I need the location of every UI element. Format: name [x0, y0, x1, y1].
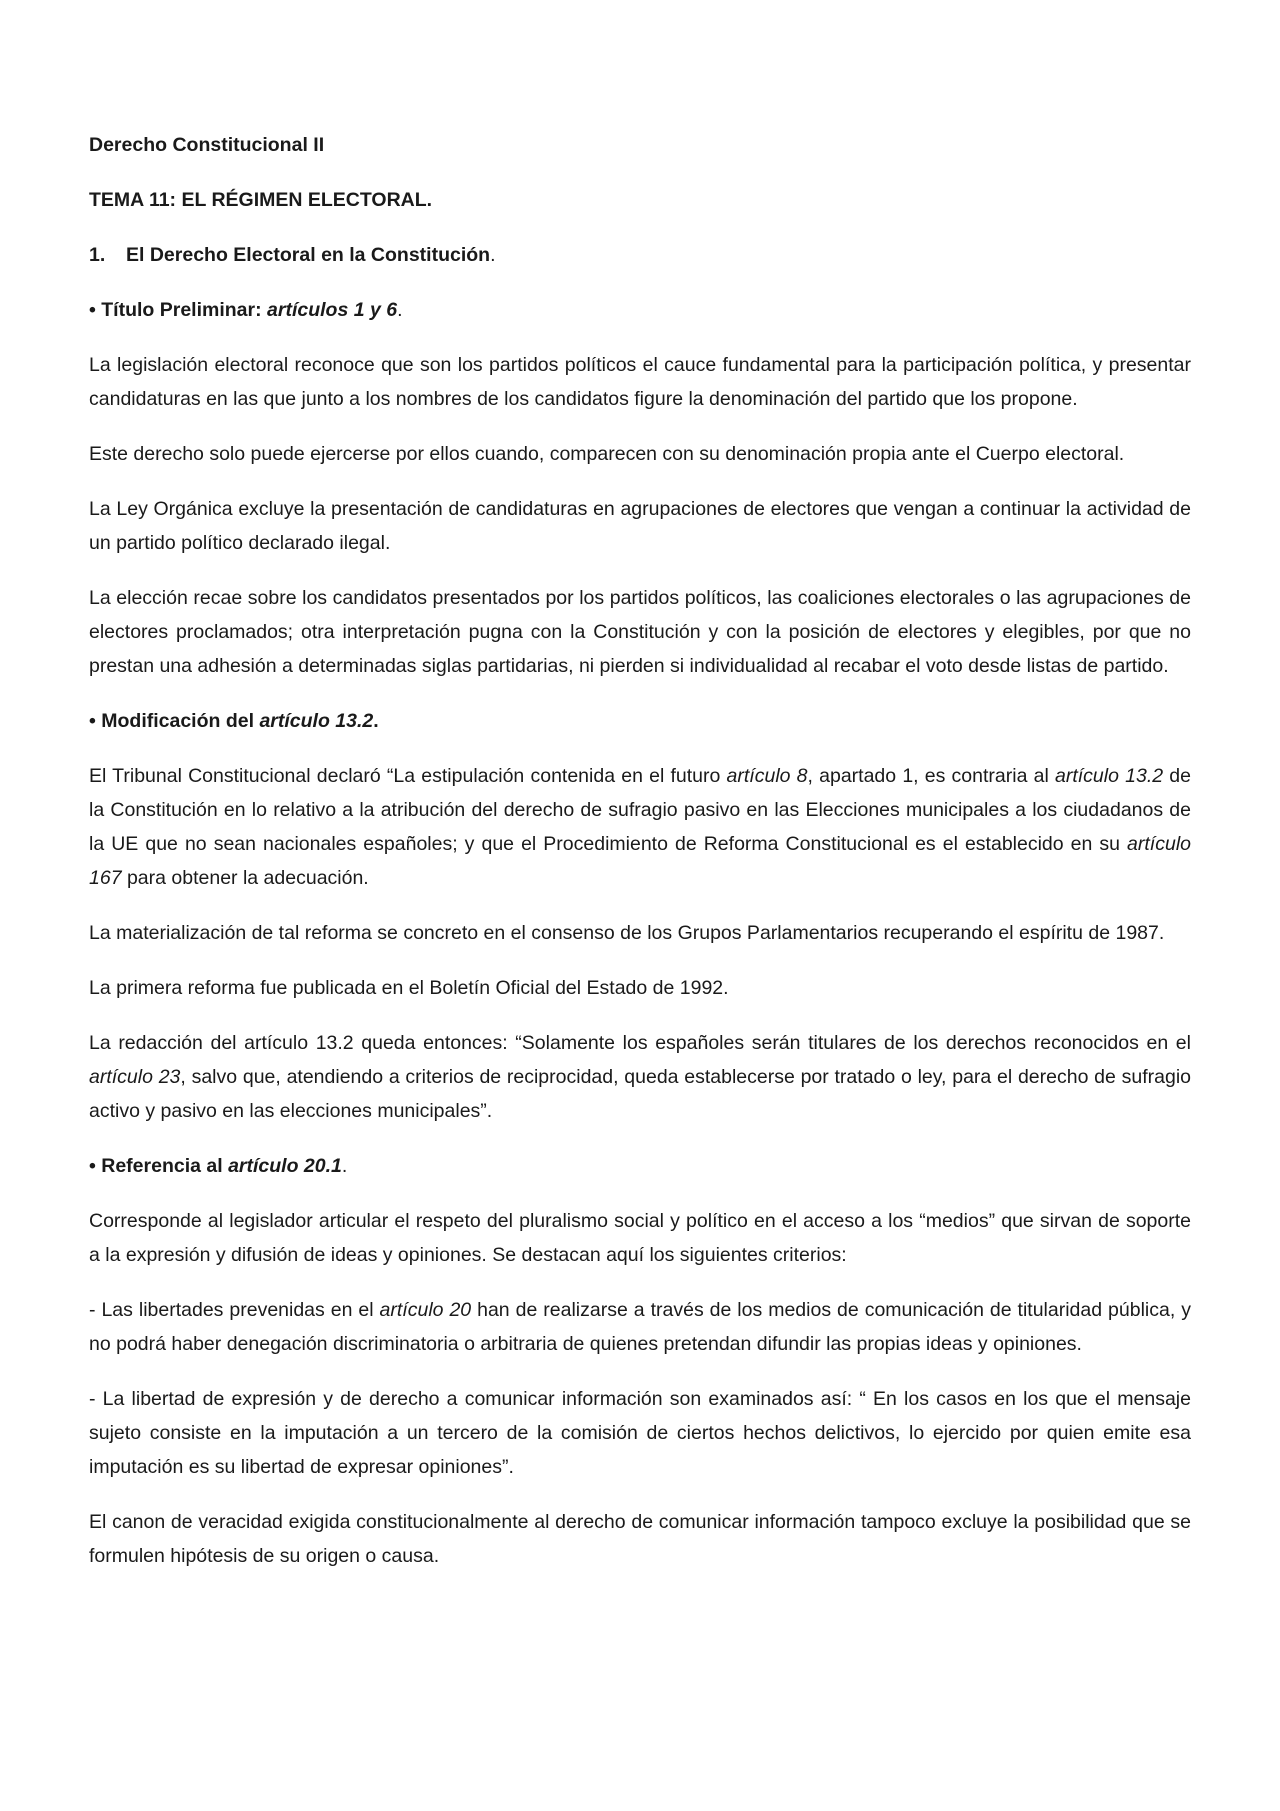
subheading-period: .	[397, 299, 403, 321]
text-run: - Las libertades prevenidas en el	[89, 1299, 380, 1321]
topic-title: TEMA 11: EL RÉGIMEN ELECTORAL.	[89, 189, 433, 211]
text-run: El Tribunal Constitucional declaró “La estipulación contenida en el futuro	[89, 765, 727, 787]
text-run: , apartado 1, es contraria al	[807, 765, 1055, 787]
article-reference: artículo 20.1	[228, 1155, 342, 1177]
article-reference: artículo 20	[379, 1299, 472, 1321]
article-reference: artículo 23	[89, 1066, 181, 1088]
paragraph: Corresponde al legislador articular el respeto del pluralismo social y político en el acceso a los “medios” que sirvan de soporte a la expresión y difusión de ideas y opiniones. Se destacan aquí los siguientes criterios:	[89, 1210, 1191, 1266]
course-title: Derecho Constitucional II	[89, 134, 325, 156]
paragraph: La legislación electoral reconoce que son los partidos políticos el cauce fundamental para la participación política, y presentar candidaturas en las que junto a los nombres de los candidatos figure la denominación del partido que los propone.	[89, 354, 1191, 410]
paragraph: La elección recae sobre los candidatos presentados por los partidos políticos, las coaliciones electorales o las agrupaciones de electores proclamados; otra interpretación pugna con la Constitución y con la posición de electores y elegibles, por que no prestan una adhesión a determinadas siglas partidarias, ni pierden si individualidad al recabar el voto desde listas de partido.	[89, 587, 1191, 677]
subheading-period: .	[373, 710, 379, 732]
paragraph: Este derecho solo puede ejercerse por ellos cuando, comparecen con su denominación propia ante el Cuerpo electoral.	[89, 443, 1125, 465]
subheading-referencia	[89, 1149, 1191, 1183]
subheading-period: .	[341, 1155, 348, 1177]
subheading-label: Referencia al	[101, 1155, 229, 1177]
article-reference: artículo 13.2	[1055, 765, 1164, 787]
subheading-label: Título Preliminar:	[101, 299, 268, 321]
paragraph	[89, 1293, 1191, 1361]
subheading-modificacion	[89, 704, 1191, 738]
section-heading-text: El Derecho Electoral en la Constitución	[126, 244, 491, 266]
bullet-marker: •	[89, 299, 102, 321]
bullet-marker: •	[89, 1155, 102, 1177]
article-reference: artículo 13.2	[259, 710, 374, 732]
text-run: para obtener la adecuación.	[121, 867, 369, 889]
text-run: La redacción del artículo 13.2 queda entonces: “Solamente los españoles serán titulares de los derechos reconocidos en el	[89, 1032, 1191, 1054]
paragraph: - La libertad de expresión y de derecho a comunicar información son examinados así: “ En los casos en los que el mensaje sujeto consiste en la imputación a un tercero de la comisión de ciertos hechos delictivos, lo ejercido por quien emite esa imputación es su libertad de expresar opiniones”.	[89, 1388, 1191, 1478]
paragraph: La primera reforma fue publicada en el Boletín Oficial del Estado de 1992.	[89, 977, 729, 999]
article-reference: artículos 1 y 6	[267, 299, 398, 321]
subheading-titulo-preliminar	[89, 293, 1191, 327]
section-number: 1.	[89, 244, 106, 266]
text-run: de la Constitución en lo relativo a la atribución del derecho de sufragio pasivo en las Elecciones municipales a los ciudadanos de la UE que no sean nacionales españoles; y que el Procedimiento de Reforma Constitucional es el establecido en su	[89, 765, 1191, 855]
article-reference: artículo 8	[726, 765, 808, 787]
bullet-marker: •	[89, 710, 102, 732]
paragraph	[89, 759, 1191, 895]
article-reference: artículo 167	[89, 833, 1191, 889]
section-heading-period: .	[490, 244, 496, 266]
text-run: han de realizarse a través de los medios de comunicación de titularidad pública, y no podrá haber denegación discriminatoria o arbitraria de quienes pretendan difundir las propias ideas y opiniones.	[89, 1299, 1191, 1355]
section-heading	[89, 238, 1191, 272]
paragraph: La Ley Orgánica excluye la presentación de candidaturas en agrupaciones de electores que vengan a continuar la actividad de un partido político declarado ilegal.	[89, 498, 1191, 554]
paragraph	[89, 1026, 1191, 1128]
paragraph: El canon de veracidad exigida constitucionalmente al derecho de comunicar información tampoco excluye la posibilidad que se formulen hipótesis de su origen o causa.	[89, 1511, 1191, 1567]
paragraph: La materialización de tal reforma se concreto en el consenso de los Grupos Parlamentarios recuperando el espíritu de 1987.	[89, 922, 1165, 944]
subheading-label: Modificación del	[101, 710, 260, 732]
text-run: , salvo que, atendiendo a criterios de reciprocidad, queda establecerse por tratado o ley, para el derecho de sufragio activo y pasivo en las elecciones municipales”.	[89, 1066, 1191, 1122]
